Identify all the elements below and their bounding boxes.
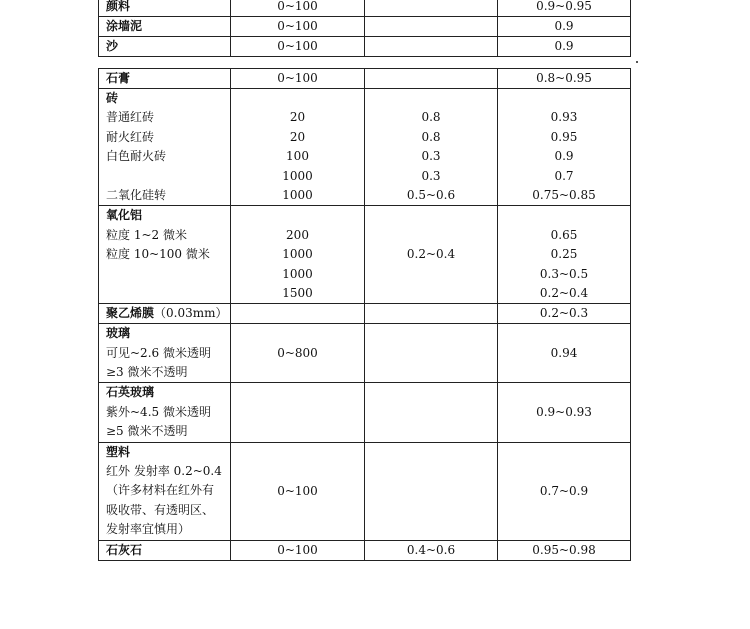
temperature-cell: 0~800: [231, 324, 365, 383]
temperature-cell: [231, 383, 365, 442]
table-row: [99, 37, 631, 57]
sub-material-label: 二氧化硅转: [106, 187, 167, 202]
temperature-cell: 0~100: [231, 69, 365, 89]
table-row: [99, 383, 631, 442]
sub-material-label: 白色耐火砖: [106, 149, 167, 164]
sub-material-label: 普通红砖: [106, 110, 155, 125]
temperature-value: 20: [289, 129, 306, 144]
temperature-cell: 0~100: [231, 17, 365, 37]
material-name: 石英玻璃: [106, 385, 155, 400]
sub-material-label: 吸收带、有透明区、: [106, 502, 215, 517]
normal-emissivity-cell: [365, 37, 498, 57]
emissivity-table-upper: [98, 0, 631, 57]
stray-mark: [636, 61, 638, 63]
sub-material-label: 紫外~4.5 微米透明: [106, 404, 211, 419]
sub-material-label: ≥5 微米不透明: [106, 424, 188, 439]
sub-material-label: [106, 167, 230, 186]
sub-material-label: （许多材料在红外有: [106, 483, 215, 498]
sub-material-label: 耐火红砖: [106, 129, 155, 144]
sub-material-label: 粒度 1~2 微米: [106, 227, 187, 242]
sub-material-label: 发射率宜慎用）: [106, 522, 191, 537]
material-name: 聚乙烯膜: [106, 306, 155, 321]
hemispherical-emissivity-cell: [498, 89, 631, 206]
hemispherical-emissivity-cell: 0.94: [498, 324, 631, 383]
emissivity-table-lower: [98, 68, 631, 561]
hemispherical-emissivity-cell: 0.7~0.9: [498, 442, 631, 540]
temperature-cell: 0~100: [231, 442, 365, 540]
hemispherical-emissivity-cell: 0.9: [498, 17, 631, 37]
material-spec: （0.03mm）: [154, 306, 228, 321]
material-cell: [99, 304, 231, 324]
hemispherical-emissivity-value: 0.75~0.85: [532, 187, 596, 202]
hemispherical-emissivity-cell: 0.9: [498, 37, 631, 57]
normal-emissivity-cell: [365, 383, 498, 442]
hemispherical-emissivity-value: 0.7: [554, 168, 574, 183]
normal-emissivity-value: 0.2~0.4: [406, 247, 456, 262]
material-cell: [99, 206, 231, 304]
hemispherical-emissivity-value: 0.65: [550, 227, 578, 242]
temperature-value: 1000: [282, 247, 313, 262]
temperature-value: 20: [289, 110, 306, 125]
temperature-value: 1000: [282, 168, 313, 183]
hemispherical-emissivity-value: 0.93: [550, 110, 578, 125]
temperature-cell: 0~100: [231, 0, 365, 17]
normal-emissivity-cell: [365, 206, 498, 304]
hemispherical-emissivity-cell: [498, 206, 631, 304]
normal-emissivity-value: 0.8: [421, 110, 441, 125]
temperature-value: 200: [286, 227, 309, 242]
normal-emissivity-value: 0.8: [421, 129, 441, 144]
material-cell: [99, 383, 231, 442]
material-cell: [99, 324, 231, 383]
temperature-cell: 0~100: [231, 37, 365, 57]
material-name: 氧化铝: [106, 208, 143, 223]
table-row: [99, 69, 631, 89]
table-row: [99, 442, 631, 540]
hemispherical-emissivity-cell: 0.95~0.98: [498, 540, 631, 560]
temperature-value: 100: [286, 149, 309, 164]
hemispherical-emissivity-value: 0.95: [550, 129, 578, 144]
sub-material-label: 红外 发射率 0.2~0.4: [106, 464, 222, 479]
hemispherical-emissivity-cell: 0.9~0.93: [498, 383, 631, 442]
hemispherical-emissivity-value: 0.2~0.4: [539, 285, 589, 300]
normal-emissivity-cell: [365, 89, 498, 206]
normal-emissivity-cell: [365, 442, 498, 540]
material-cell: [99, 89, 231, 206]
hemispherical-emissivity-cell: 0.9~0.95: [498, 0, 631, 17]
sub-material-label: ≥3 微米不透明: [106, 365, 188, 380]
normal-emissivity-cell: [365, 0, 498, 17]
material-cell: [99, 442, 231, 540]
hemispherical-emissivity-value: 0.3~0.5: [539, 266, 589, 281]
hemispherical-emissivity-value: 0.25: [550, 247, 578, 262]
table-row: [99, 0, 631, 17]
temperature-cell: 0~100: [231, 540, 365, 560]
hemispherical-emissivity-cell: 0.2~0.3: [498, 304, 631, 324]
normal-emissivity-value: 0.5~0.6: [406, 187, 456, 202]
hemispherical-emissivity-cell: 0.8~0.95: [498, 69, 631, 89]
table-row: [99, 540, 631, 560]
temperature-cell: [231, 304, 365, 324]
table-row: [99, 17, 631, 37]
temperature-cell: [231, 206, 365, 304]
normal-emissivity-cell: [365, 69, 498, 89]
material-name: 玻璃: [106, 326, 131, 341]
normal-emissivity-value: 0.3: [421, 168, 441, 183]
temperature-value: 1500: [282, 285, 313, 300]
material-name: 塑料: [106, 444, 131, 459]
material-name: 沙: [99, 37, 231, 57]
table-row: [99, 89, 631, 206]
temperature-value: 1000: [282, 187, 313, 202]
table-row: [99, 206, 631, 304]
normal-emissivity-cell: [365, 324, 498, 383]
normal-emissivity-value: 0.3: [421, 149, 441, 164]
material-name: 涂墙泥: [99, 17, 231, 37]
temperature-cell: [231, 89, 365, 206]
table-row: [99, 324, 631, 383]
material-name: 颜料: [99, 0, 231, 17]
normal-emissivity-cell: [365, 17, 498, 37]
table-row: [99, 304, 631, 324]
normal-emissivity-cell: 0.4~0.6: [365, 540, 498, 560]
normal-emissivity-cell: [365, 304, 498, 324]
sub-material-label: 可见~2.6 微米透明: [106, 345, 211, 360]
material-name: 砖: [106, 91, 119, 105]
temperature-value: 1000: [282, 266, 313, 281]
material-name: 石膏: [99, 69, 231, 89]
sub-material-label: 粒度 10~100 微米: [106, 247, 210, 262]
material-name: 石灰石: [99, 540, 231, 560]
hemispherical-emissivity-value: 0.9: [554, 149, 574, 164]
